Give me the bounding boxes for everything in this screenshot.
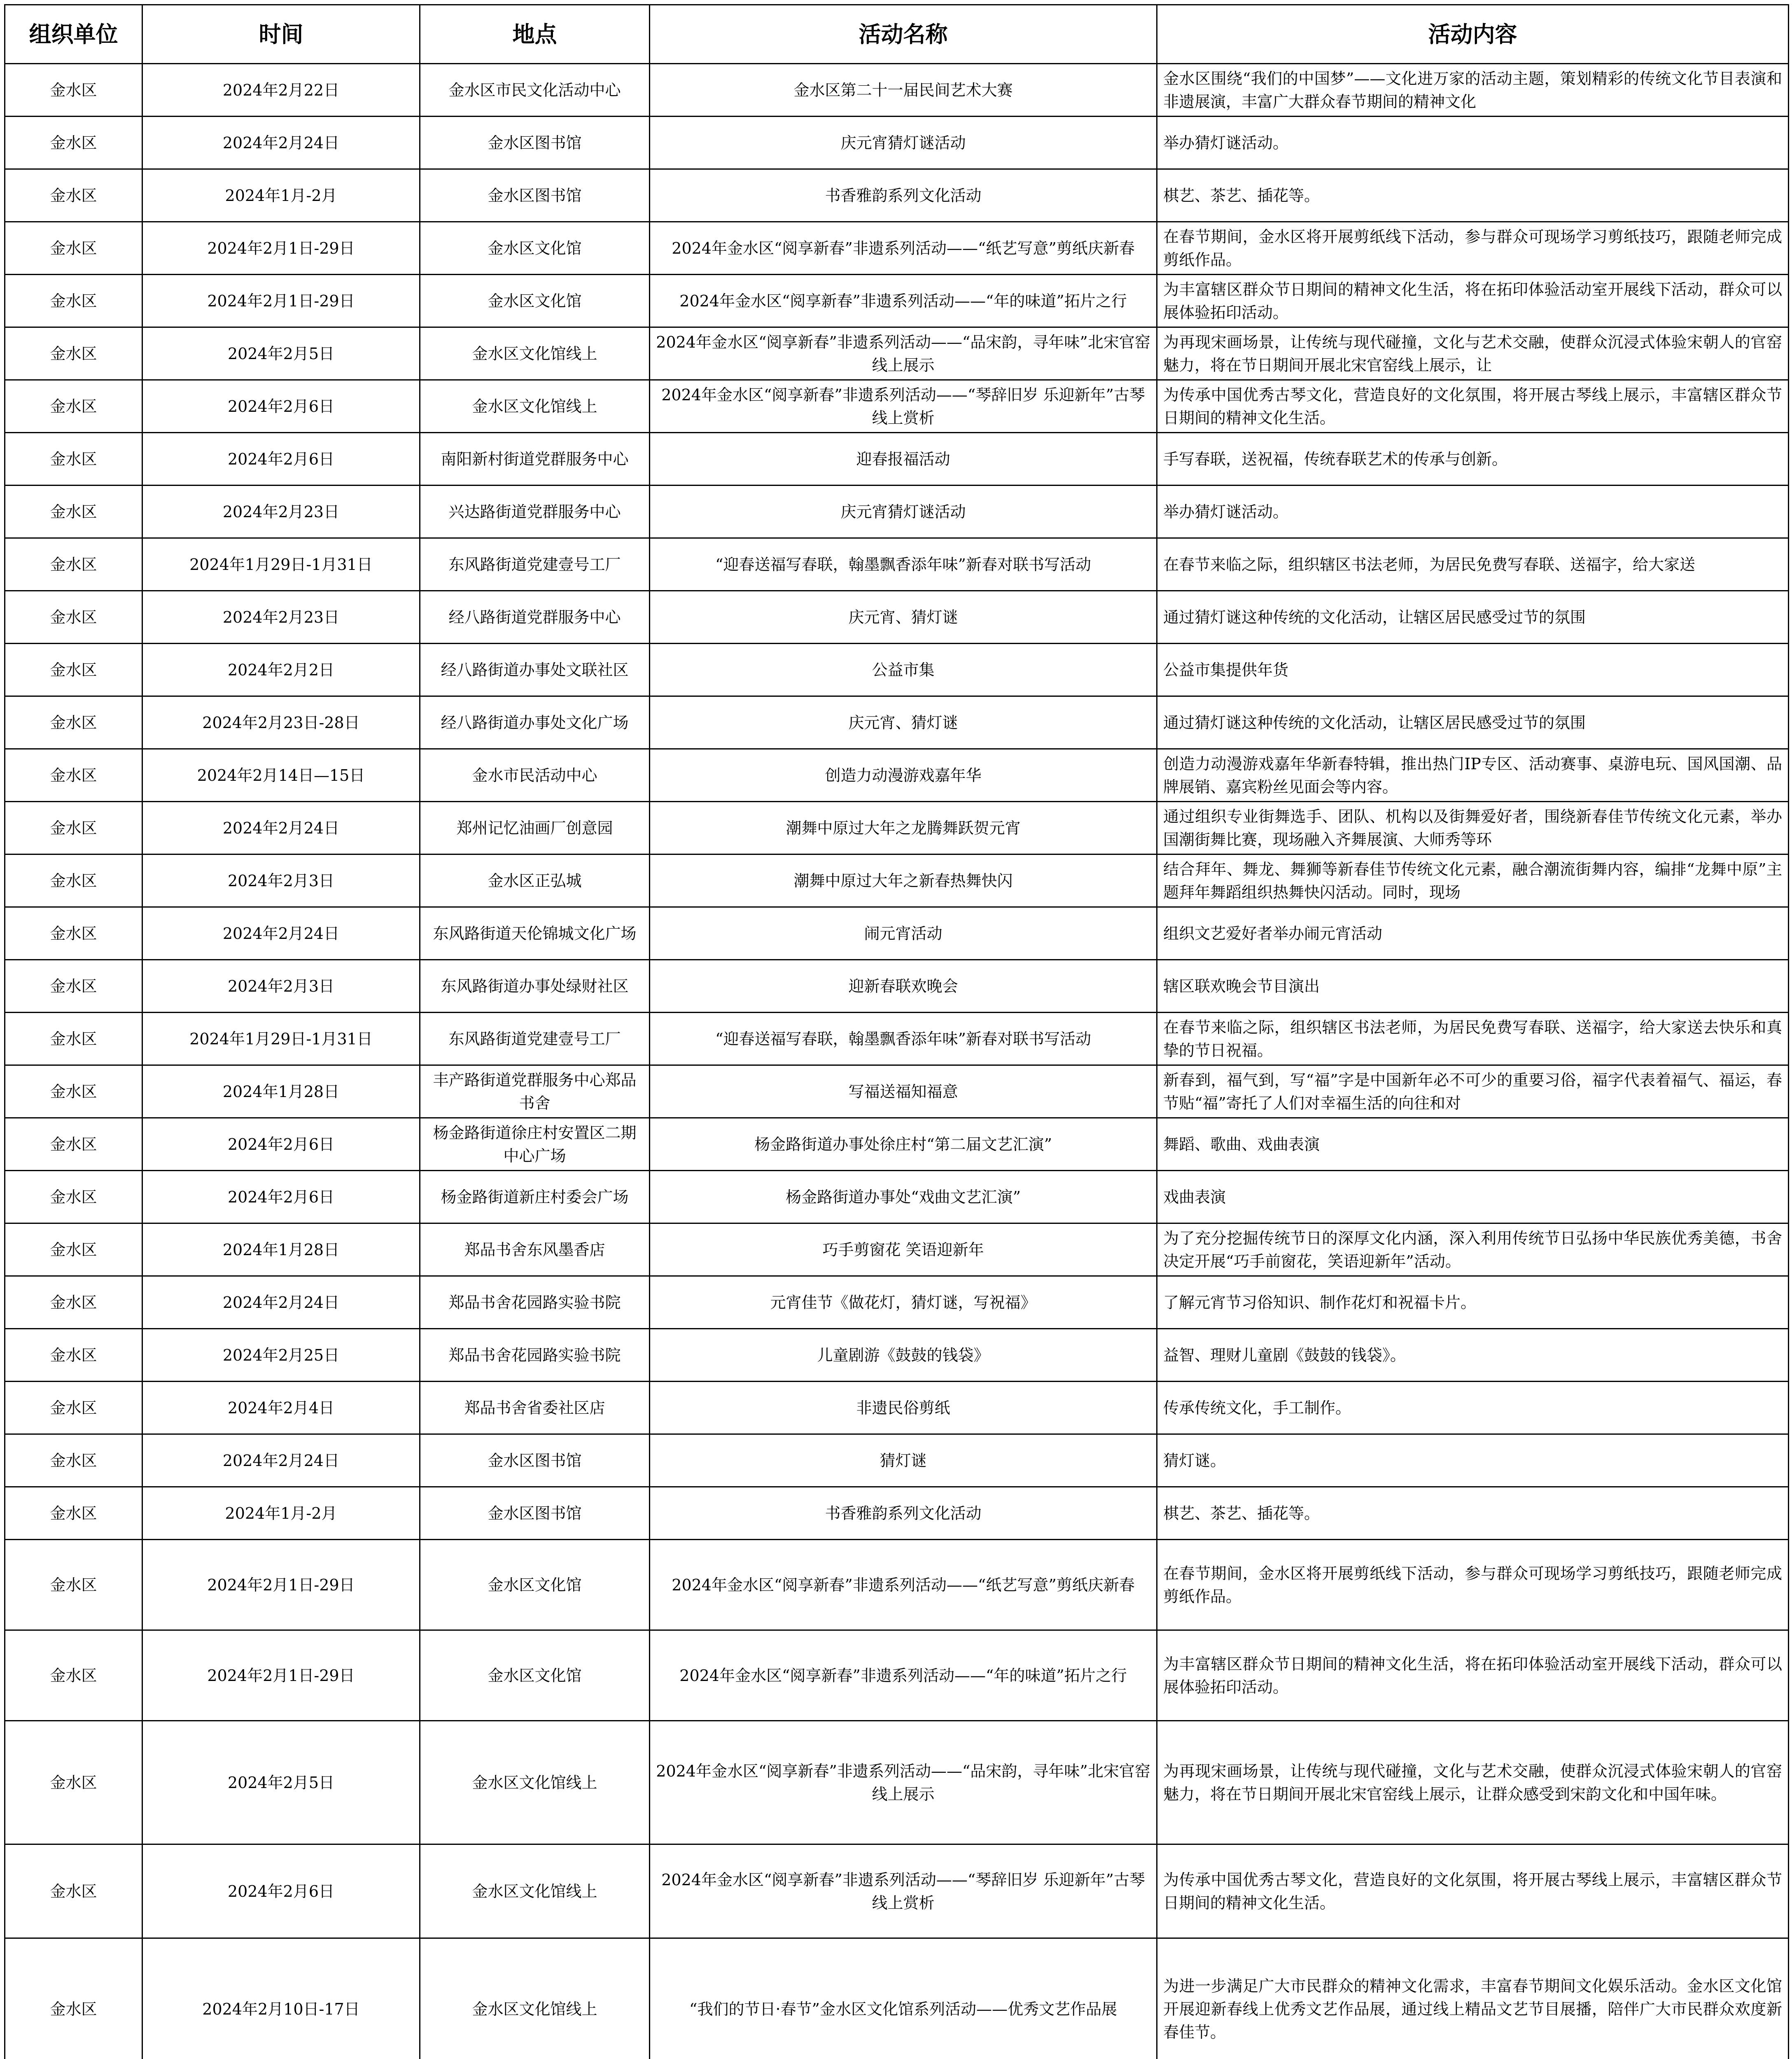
cell-unit: 金水区 — [5, 275, 142, 327]
cell-time: 2024年2月14日—15日 — [142, 749, 420, 802]
cell-place: 经八路街道办事处文联社区 — [420, 644, 650, 696]
cell-time: 2024年1月-2月 — [142, 169, 420, 222]
header-place: 地点 — [420, 5, 650, 64]
cell-unit: 金水区 — [5, 1382, 142, 1434]
cell-activity-name: 猜灯谜 — [650, 1434, 1157, 1487]
cell-place: 金水区文化馆 — [420, 222, 650, 275]
cell-activity-content: 为丰富辖区群众节日期间的精神文化生活，将在拓印体验活动室开展线下活动，群众可以展体验拓印活动。 — [1157, 275, 1789, 327]
table-row — [5, 1171, 1789, 1223]
cell-time: 2024年1月-2月 — [142, 1487, 420, 1540]
cell-place: 东风路街道党建壹号工厂 — [420, 1013, 650, 1065]
cell-place: 丰产路街道党群服务中心郑品书舍 — [420, 1065, 650, 1118]
cell-unit: 金水区 — [5, 644, 142, 696]
table-row — [5, 117, 1789, 169]
table-row — [5, 169, 1789, 222]
cell-time: 2024年2月24日 — [142, 802, 420, 854]
cell-unit: 金水区 — [5, 1540, 142, 1630]
cell-unit: 金水区 — [5, 1276, 142, 1329]
cell-place: 杨金路街道徐庄村安置区二期中心广场 — [420, 1118, 650, 1171]
cell-place: 金水区文化馆线上 — [420, 380, 650, 433]
cell-place: 金水区文化馆线上 — [420, 1844, 650, 1938]
cell-activity-name: 写福送福知福意 — [650, 1065, 1157, 1118]
cell-activity-name: 元宵佳节《做花灯，猜灯谜，写祝福》 — [650, 1276, 1157, 1329]
cell-activity-content: 为了充分挖掘传统节日的深厚文化内涵，深入利用传统节日弘扬中华民族优秀美德，书舍决定开展“巧手前窗花，笑语迎新年”活动。 — [1157, 1223, 1789, 1276]
cell-place: 东风路街道办事处绿财社区 — [420, 960, 650, 1013]
table-row — [5, 591, 1789, 644]
cell-time: 2024年2月24日 — [142, 1276, 420, 1329]
cell-place: 经八路街道党群服务中心 — [420, 591, 650, 644]
cell-activity-name: 庆元宵、猜灯谜 — [650, 696, 1157, 749]
table-row — [5, 380, 1789, 433]
table-row — [5, 1329, 1789, 1382]
cell-unit: 金水区 — [5, 327, 142, 380]
cell-time: 2024年2月24日 — [142, 117, 420, 169]
cell-activity-name: 2024年金水区“阅享新春”非遗系列活动——“琴辞旧岁 乐迎新年”古琴线上赏析 — [650, 380, 1157, 433]
table-row — [5, 854, 1789, 907]
cell-unit: 金水区 — [5, 907, 142, 960]
cell-unit: 金水区 — [5, 380, 142, 433]
cell-activity-name: 公益市集 — [650, 644, 1157, 696]
cell-time: 2024年2月6日 — [142, 380, 420, 433]
cell-time: 2024年2月24日 — [142, 1434, 420, 1487]
table-row — [5, 1013, 1789, 1065]
cell-time: 2024年2月5日 — [142, 1721, 420, 1844]
cell-time: 2024年2月2日 — [142, 644, 420, 696]
cell-activity-content: 益智、理财儿童剧《鼓鼓的钱袋》。 — [1157, 1329, 1789, 1382]
cell-time: 2024年1月28日 — [142, 1223, 420, 1276]
cell-activity-content: 金水区围绕“我们的中国梦”——文化进万家的活动主题，策划精彩的传统文化节目表演和非遗展演，丰富广大群众春节期间的精神文化 — [1157, 64, 1789, 117]
cell-activity-content: 舞蹈、歌曲、戏曲表演 — [1157, 1118, 1789, 1171]
cell-activity-content: 为再现宋画场景，让传统与现代碰撞，文化与艺术交融，使群众沉浸式体验宋朝人的官窑魅力，将在节日期间开展北宋官窑线上展示，让群众感受到宋韵文化和中国年味。 — [1157, 1721, 1789, 1844]
cell-unit: 金水区 — [5, 433, 142, 486]
cell-place: 金水区图书馆 — [420, 169, 650, 222]
table-body — [5, 64, 1789, 2059]
cell-time: 2024年2月6日 — [142, 1171, 420, 1223]
cell-place: 金水区文化馆线上 — [420, 1938, 650, 2059]
cell-activity-content: 为丰富辖区群众节日期间的精神文化生活，将在拓印体验活动室开展线下活动，群众可以展体验拓印活动。 — [1157, 1630, 1789, 1721]
cell-activity-name: 潮舞中原过大年之新春热舞快闪 — [650, 854, 1157, 907]
cell-place: 金水区正弘城 — [420, 854, 650, 907]
cell-activity-name: 庆元宵猜灯谜活动 — [650, 117, 1157, 169]
table-row — [5, 1276, 1789, 1329]
cell-activity-content: 在春节期间，金水区将开展剪纸线下活动，参与群众可现场学习剪纸技巧，跟随老师完成剪纸作品。 — [1157, 222, 1789, 275]
table-row — [5, 802, 1789, 854]
cell-unit: 金水区 — [5, 1171, 142, 1223]
cell-activity-content: 猜灯谜。 — [1157, 1434, 1789, 1487]
cell-time: 2024年2月10日-17日 — [142, 1938, 420, 2059]
cell-time: 2024年2月24日 — [142, 907, 420, 960]
table-row — [5, 1382, 1789, 1434]
cell-unit: 金水区 — [5, 1118, 142, 1171]
cell-unit: 金水区 — [5, 1721, 142, 1844]
table-row — [5, 486, 1789, 538]
cell-time: 2024年2月1日-29日 — [142, 275, 420, 327]
table-row — [5, 907, 1789, 960]
cell-activity-name: 2024年金水区“阅享新春”非遗系列活动——“琴辞旧岁 乐迎新年”古琴线上赏析 — [650, 1844, 1157, 1938]
cell-unit: 金水区 — [5, 854, 142, 907]
cell-time: 2024年2月4日 — [142, 1382, 420, 1434]
table-row — [5, 696, 1789, 749]
cell-activity-content: 棋艺、茶艺、插花等。 — [1157, 169, 1789, 222]
cell-activity-content: 了解元宵节习俗知识、制作花灯和祝福卡片。 — [1157, 1276, 1789, 1329]
cell-activity-name: 金水区第二十一届民间艺术大赛 — [650, 64, 1157, 117]
cell-activity-name: 2024年金水区“阅享新春”非遗系列活动——“品宋韵，寻年味”北宋官窑线上展示 — [650, 327, 1157, 380]
cell-activity-content: 传承传统文化，手工制作。 — [1157, 1382, 1789, 1434]
cell-unit: 金水区 — [5, 591, 142, 644]
table-row — [5, 1223, 1789, 1276]
cell-unit: 金水区 — [5, 960, 142, 1013]
cell-activity-name: “迎春送福写春联，翰墨飘香添年味”新春对联书写活动 — [650, 538, 1157, 591]
table-row — [5, 644, 1789, 696]
cell-activity-content: 新春到，福气到，写“福”字是中国新年必不可少的重要习俗，福字代表着福气、福运，春节贴“福”寄托了人们对幸福生活的向往和对 — [1157, 1065, 1789, 1118]
cell-time: 2024年1月29日-1月31日 — [142, 1013, 420, 1065]
cell-activity-content: 为传承中国优秀古琴文化，营造良好的文化氛围，将开展古琴线上展示，丰富辖区群众节日期间的精神文化生活。 — [1157, 380, 1789, 433]
cell-unit: 金水区 — [5, 1329, 142, 1382]
cell-place: 东风路街道天伦锦城文化广场 — [420, 907, 650, 960]
cell-activity-name: 2024年金水区“阅享新春”非遗系列活动——“品宋韵，寻年味”北宋官窑线上展示 — [650, 1721, 1157, 1844]
table-row — [5, 1118, 1789, 1171]
table-row — [5, 1434, 1789, 1487]
table-row — [5, 1487, 1789, 1540]
cell-place: 金水区市民文化活动中心 — [420, 64, 650, 117]
table-row — [5, 1721, 1789, 1844]
table-row — [5, 960, 1789, 1013]
cell-place: 金水区图书馆 — [420, 1434, 650, 1487]
cell-place: 郑州记忆油画厂创意园 — [420, 802, 650, 854]
cell-unit: 金水区 — [5, 1630, 142, 1721]
cell-activity-content: 辖区联欢晚会节目演出 — [1157, 960, 1789, 1013]
cell-place: 金水区文化馆线上 — [420, 327, 650, 380]
cell-unit: 金水区 — [5, 1013, 142, 1065]
cell-activity-content: 举办猜灯谜活动。 — [1157, 486, 1789, 538]
header-activity-name: 活动名称 — [650, 5, 1157, 64]
cell-place: 金水市民活动中心 — [420, 749, 650, 802]
cell-activity-name: 闹元宵活动 — [650, 907, 1157, 960]
cell-unit: 金水区 — [5, 538, 142, 591]
table-row — [5, 327, 1789, 380]
cell-activity-name: 庆元宵、猜灯谜 — [650, 591, 1157, 644]
cell-time: 2024年2月6日 — [142, 1118, 420, 1171]
cell-unit: 金水区 — [5, 1434, 142, 1487]
cell-unit: 金水区 — [5, 64, 142, 117]
table-row — [5, 1844, 1789, 1938]
cell-unit: 金水区 — [5, 117, 142, 169]
cell-unit: 金水区 — [5, 1844, 142, 1938]
header-row — [5, 5, 1789, 64]
cell-place: 南阳新村街道党群服务中心 — [420, 433, 650, 486]
activity-table — [4, 4, 1789, 2059]
cell-activity-name: 创造力动漫游戏嘉年华 — [650, 749, 1157, 802]
cell-activity-name: 潮舞中原过大年之龙腾舞跃贺元宵 — [650, 802, 1157, 854]
cell-activity-name: 儿童剧游《鼓鼓的钱袋》 — [650, 1329, 1157, 1382]
cell-place: 金水区文化馆 — [420, 275, 650, 327]
cell-place: 金水区图书馆 — [420, 117, 650, 169]
cell-activity-name: 迎春报福活动 — [650, 433, 1157, 486]
cell-time: 2024年2月23日 — [142, 486, 420, 538]
cell-activity-content: 为再现宋画场景，让传统与现代碰撞，文化与艺术交融，使群众沉浸式体验宋朝人的官窑魅力，将在节日期间开展北宋官窑线上展示，让 — [1157, 327, 1789, 380]
table-row — [5, 1630, 1789, 1721]
cell-activity-content: 在春节来临之际，组织辖区书法老师，为居民免费写春联、送福字，给大家送去快乐和真挚的节日祝福。 — [1157, 1013, 1789, 1065]
cell-time: 2024年2月1日-29日 — [142, 1630, 420, 1721]
cell-place: 金水区文化馆 — [420, 1630, 650, 1721]
cell-activity-name: 非遗民俗剪纸 — [650, 1382, 1157, 1434]
cell-activity-name: “迎春送福写春联，翰墨飘香添年味”新春对联书写活动 — [650, 1013, 1157, 1065]
cell-unit: 金水区 — [5, 486, 142, 538]
cell-unit: 金水区 — [5, 696, 142, 749]
cell-place: 郑品书舍省委社区店 — [420, 1382, 650, 1434]
cell-activity-name: 迎新春联欢晚会 — [650, 960, 1157, 1013]
cell-activity-content: 通过组织专业街舞选手、团队、机构以及街舞爱好者，围绕新春佳节传统文化元素，举办国潮街舞比赛，现场融入齐舞展演、大师秀等环 — [1157, 802, 1789, 854]
cell-activity-content: 创造力动漫游戏嘉年华新春特辑，推出热门IP专区、活动赛事、桌游电玩、国风国潮、品牌展销、嘉宾粉丝见面会等内容。 — [1157, 749, 1789, 802]
cell-unit: 金水区 — [5, 1938, 142, 2059]
table-row — [5, 538, 1789, 591]
table-row — [5, 275, 1789, 327]
cell-activity-name: 2024年金水区“阅享新春”非遗系列活动——“纸艺写意”剪纸庆新春 — [650, 222, 1157, 275]
cell-activity-content: 为传承中国优秀古琴文化，营造良好的文化氛围，将开展古琴线上展示，丰富辖区群众节日期间的精神文化生活。 — [1157, 1844, 1789, 1938]
cell-activity-name: 2024年金水区“阅享新春”非遗系列活动——“年的味道”拓片之行 — [650, 1630, 1157, 1721]
cell-activity-content: 通过猜灯谜这种传统的文化活动，让辖区居民感受过节的氛围 — [1157, 696, 1789, 749]
cell-activity-name: 杨金路街道办事处“戏曲文艺汇演” — [650, 1171, 1157, 1223]
table-row — [5, 433, 1789, 486]
cell-activity-content: 手写春联，送祝福，传统春联艺术的传承与创新。 — [1157, 433, 1789, 486]
table-row — [5, 749, 1789, 802]
cell-time: 2024年2月1日-29日 — [142, 222, 420, 275]
cell-place: 金水区图书馆 — [420, 1487, 650, 1540]
header-unit: 组织单位 — [5, 5, 142, 64]
cell-unit: 金水区 — [5, 1065, 142, 1118]
table-row — [5, 64, 1789, 117]
cell-unit: 金水区 — [5, 1223, 142, 1276]
cell-activity-name: “我们的节日·春节”金水区文化馆系列活动——优秀文艺作品展 — [650, 1938, 1157, 2059]
cell-unit: 金水区 — [5, 222, 142, 275]
cell-activity-content: 举办猜灯谜活动。 — [1157, 117, 1789, 169]
table-row — [5, 1938, 1789, 2059]
cell-activity-name: 杨金路街道办事处徐庄村“第二届文艺汇演” — [650, 1118, 1157, 1171]
table-row — [5, 222, 1789, 275]
cell-unit: 金水区 — [5, 169, 142, 222]
cell-place: 郑品书舍花园路实验书院 — [420, 1276, 650, 1329]
cell-time: 2024年2月3日 — [142, 960, 420, 1013]
cell-place: 金水区文化馆 — [420, 1540, 650, 1630]
cell-activity-content: 公益市集提供年货 — [1157, 644, 1789, 696]
cell-place: 金水区文化馆线上 — [420, 1721, 650, 1844]
cell-activity-content: 结合拜年、舞龙、舞狮等新春佳节传统文化元素，融合潮流街舞内容，编排“龙舞中原”主题拜年舞蹈组织热舞快闪活动。同时，现场 — [1157, 854, 1789, 907]
header-time: 时间 — [142, 5, 420, 64]
cell-place: 兴达路街道党群服务中心 — [420, 486, 650, 538]
cell-activity-content: 组织文艺爱好者举办闹元宵活动 — [1157, 907, 1789, 960]
cell-activity-name: 巧手剪窗花 笑语迎新年 — [650, 1223, 1157, 1276]
table-row — [5, 1540, 1789, 1630]
cell-activity-content: 在春节来临之际，组织辖区书法老师，为居民免费写春联、送福字，给大家送 — [1157, 538, 1789, 591]
cell-activity-name: 庆元宵猜灯谜活动 — [650, 486, 1157, 538]
cell-place: 经八路街道办事处文化广场 — [420, 696, 650, 749]
cell-activity-content: 通过猜灯谜这种传统的文化活动，让辖区居民感受过节的氛围 — [1157, 591, 1789, 644]
cell-activity-content: 为进一步满足广大市民群众的精神文化需求，丰富春节期间文化娱乐活动。金水区文化馆开展迎新春线上优秀文艺作品展，通过线上精品文艺节目展播，陪伴广大市民群众欢度新春佳节。 — [1157, 1938, 1789, 2059]
cell-time: 2024年1月28日 — [142, 1065, 420, 1118]
cell-time: 2024年2月25日 — [142, 1329, 420, 1382]
cell-place: 东风路街道党建壹号工厂 — [420, 538, 650, 591]
cell-activity-name: 2024年金水区“阅享新春”非遗系列活动——“年的味道”拓片之行 — [650, 275, 1157, 327]
cell-activity-content: 在春节期间，金水区将开展剪纸线下活动，参与群众可现场学习剪纸技巧，跟随老师完成剪纸作品。 — [1157, 1540, 1789, 1630]
cell-place: 郑品书舍东风墨香店 — [420, 1223, 650, 1276]
cell-unit: 金水区 — [5, 749, 142, 802]
cell-activity-content: 棋艺、茶艺、插花等。 — [1157, 1487, 1789, 1540]
cell-time: 2024年2月1日-29日 — [142, 1540, 420, 1630]
cell-place: 郑品书舍花园路实验书院 — [420, 1329, 650, 1382]
cell-time: 2024年2月22日 — [142, 64, 420, 117]
cell-activity-name: 2024年金水区“阅享新春”非遗系列活动——“纸艺写意”剪纸庆新春 — [650, 1540, 1157, 1630]
cell-time: 2024年2月6日 — [142, 433, 420, 486]
cell-time: 2024年2月5日 — [142, 327, 420, 380]
cell-place: 杨金路街道新庄村委会广场 — [420, 1171, 650, 1223]
cell-time: 2024年2月23日-28日 — [142, 696, 420, 749]
cell-activity-name: 书香雅韵系列文化活动 — [650, 1487, 1157, 1540]
cell-time: 2024年2月3日 — [142, 854, 420, 907]
cell-time: 2024年2月6日 — [142, 1844, 420, 1938]
header-activity-content: 活动内容 — [1157, 5, 1789, 64]
cell-activity-name: 书香雅韵系列文化活动 — [650, 169, 1157, 222]
table-row — [5, 1065, 1789, 1118]
cell-unit: 金水区 — [5, 802, 142, 854]
cell-time: 2024年1月29日-1月31日 — [142, 538, 420, 591]
cell-time: 2024年2月23日 — [142, 591, 420, 644]
cell-unit: 金水区 — [5, 1487, 142, 1540]
cell-activity-content: 戏曲表演 — [1157, 1171, 1789, 1223]
